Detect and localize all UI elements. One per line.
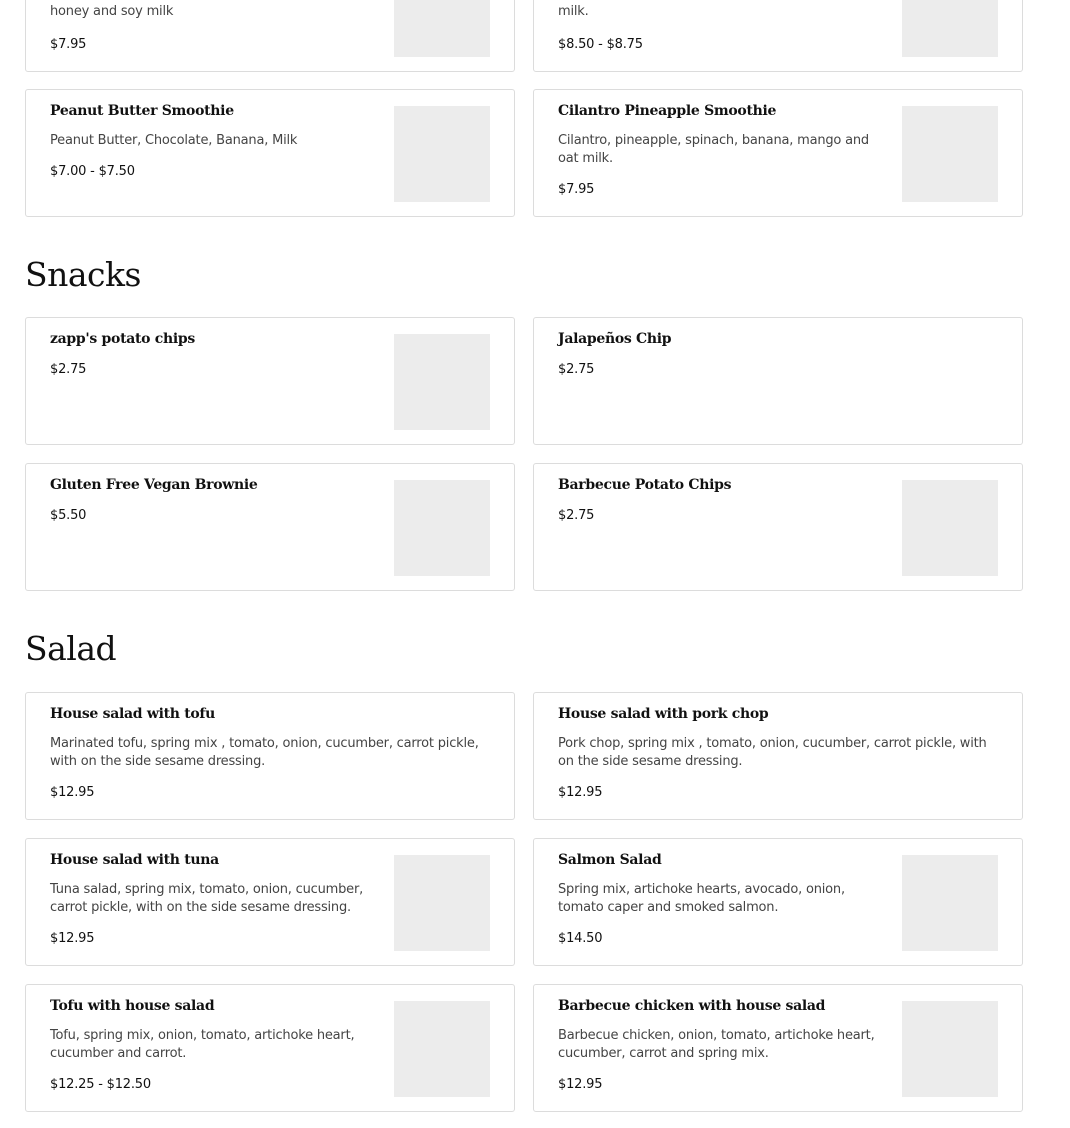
item-image[interactable] bbox=[902, 1001, 998, 1097]
item-price: $7.95 bbox=[50, 37, 87, 52]
item-image[interactable] bbox=[902, 0, 998, 57]
menu-item-card[interactable] bbox=[533, 463, 1023, 591]
item-name: Barbecue chicken with house salad bbox=[558, 998, 826, 1014]
menu-item-card[interactable] bbox=[533, 0, 1023, 72]
menu-item-card[interactable] bbox=[25, 317, 515, 445]
item-price: $8.50 - $8.75 bbox=[558, 37, 643, 52]
menu-item-card[interactable] bbox=[25, 89, 515, 217]
item-price: $14.50 bbox=[558, 931, 603, 946]
item-image[interactable] bbox=[902, 106, 998, 202]
menu-item-card[interactable] bbox=[25, 984, 515, 1112]
item-name: zapp's potato chips bbox=[50, 331, 195, 347]
menu-item-card[interactable] bbox=[25, 692, 515, 820]
item-image[interactable] bbox=[394, 334, 490, 430]
menu-item-card[interactable] bbox=[533, 984, 1023, 1112]
item-name: House salad with tofu bbox=[50, 706, 216, 722]
item-price: $12.25 - $12.50 bbox=[50, 1077, 151, 1092]
item-description: Pork chop, spring mix , tomato, onion, cucumber, carrot pickle, with on the side sesame dressing. bbox=[558, 736, 987, 769]
item-name: Gluten Free Vegan Brownie bbox=[50, 477, 258, 493]
menu-item-card[interactable] bbox=[533, 317, 1023, 445]
item-description: Tofu, spring mix, onion, tomato, artichoke heart, cucumber and carrot. bbox=[50, 1028, 355, 1061]
item-name: Cilantro Pineapple Smoothie bbox=[558, 103, 777, 119]
item-name: House salad with pork chop bbox=[558, 706, 769, 722]
menu-item-card[interactable] bbox=[533, 692, 1023, 820]
item-price: $2.75 bbox=[50, 362, 87, 377]
item-price: $2.75 bbox=[558, 362, 595, 377]
item-description: Barbecue chicken, onion, tomato, artichoke heart, cucumber, carrot and spring mix. bbox=[558, 1028, 875, 1061]
menu-item-card[interactable] bbox=[533, 89, 1023, 217]
item-description: Peanut Butter, Chocolate, Banana, Milk bbox=[50, 133, 298, 148]
item-price: $12.95 bbox=[50, 785, 95, 800]
item-image[interactable] bbox=[902, 480, 998, 576]
item-image[interactable] bbox=[394, 480, 490, 576]
menu-item-card[interactable] bbox=[25, 0, 515, 72]
menu-item-card[interactable] bbox=[533, 838, 1023, 966]
item-name: Jalapeños Chip bbox=[558, 331, 672, 347]
item-description: Cilantro, pineapple, spinach, banana, mango and oat milk. bbox=[558, 133, 869, 166]
item-price: $7.95 bbox=[558, 182, 595, 197]
item-price: $2.75 bbox=[558, 508, 595, 523]
item-name: Barbecue Potato Chips bbox=[558, 477, 732, 493]
section-title-salad: Salad bbox=[25, 629, 117, 668]
menu-item-card[interactable] bbox=[25, 838, 515, 966]
item-description: honey and soy milk bbox=[50, 4, 174, 19]
section-title-snacks: Snacks bbox=[25, 255, 141, 294]
item-description: Spring mix, artichoke hearts, avocado, onion, tomato caper and smoked salmon. bbox=[558, 882, 845, 915]
item-description: Marinated tofu, spring mix , tomato, onion, cucumber, carrot pickle, with on the side sesame dressing. bbox=[50, 736, 479, 769]
item-name: Tofu with house salad bbox=[50, 998, 215, 1014]
item-description: Tuna salad, spring mix, tomato, onion, cucumber, carrot pickle, with on the side sesame dressing. bbox=[50, 882, 364, 915]
item-price: $7.00 - $7.50 bbox=[50, 164, 135, 179]
item-price: $12.95 bbox=[50, 931, 95, 946]
item-image[interactable] bbox=[394, 106, 490, 202]
item-price: $5.50 bbox=[50, 508, 87, 523]
item-name: Salmon Salad bbox=[558, 852, 662, 868]
item-image[interactable] bbox=[394, 1001, 490, 1097]
menu-item-card[interactable] bbox=[25, 463, 515, 591]
item-image[interactable] bbox=[394, 0, 490, 57]
item-name: House salad with tuna bbox=[50, 852, 219, 868]
item-image[interactable] bbox=[902, 855, 998, 951]
item-name: Peanut Butter Smoothie bbox=[50, 103, 234, 119]
item-image[interactable] bbox=[394, 855, 490, 951]
item-description: milk. bbox=[558, 4, 589, 19]
item-price: $12.95 bbox=[558, 785, 603, 800]
item-price: $12.95 bbox=[558, 1077, 603, 1092]
